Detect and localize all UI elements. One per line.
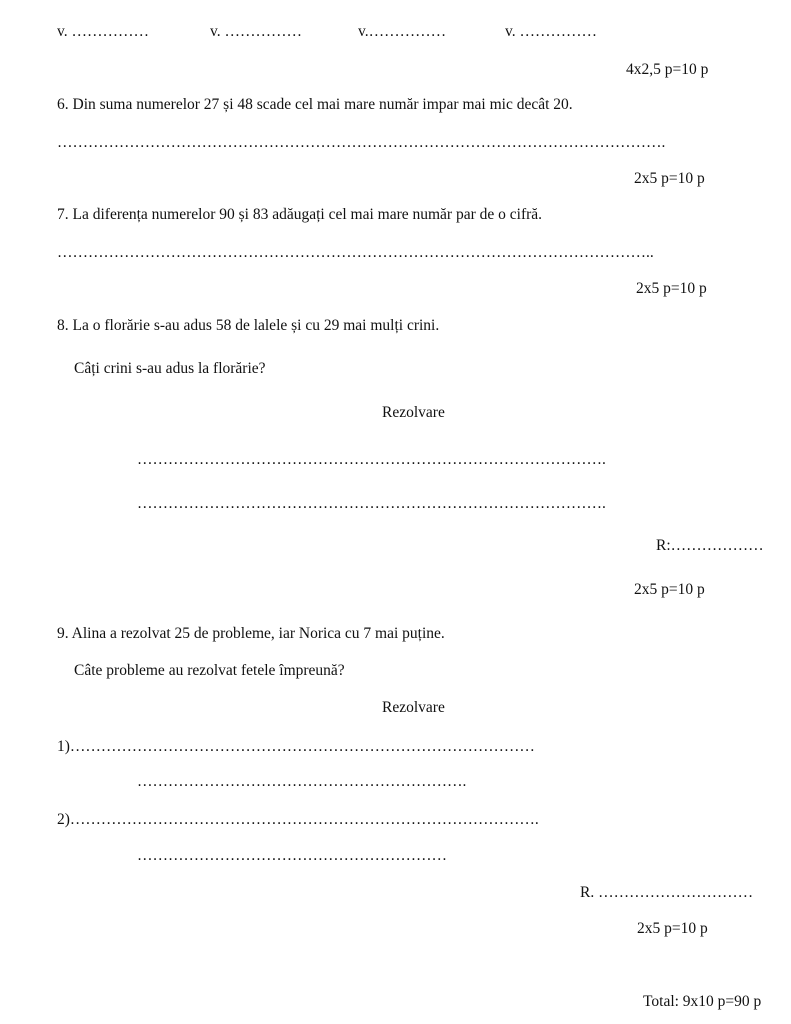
blank-v-1[interactable]: v. …………… (57, 23, 149, 40)
problem-8-answer[interactable]: R:……………… (656, 537, 764, 554)
problem-8-text: 8. La o florărie s-au adus 58 de lalele și cu 29 mai mulți crini. (57, 317, 440, 334)
total-score: Total: 9x10 p=90 p (643, 993, 762, 1010)
problem-9-question: Câte probleme au rezolvat fetele împreună? (74, 662, 345, 679)
score-top: 4x2,5 p=10 p (626, 61, 709, 78)
problem-9-solution-heading: Rezolvare (382, 699, 445, 716)
problem-9-step-2-continuation[interactable]: …………………………………………………… (137, 847, 447, 864)
blank-v-4[interactable]: v. …………… (505, 23, 597, 40)
problem-8-question: Câți crini s-au adus la florărie? (74, 360, 266, 377)
problem-6-score: 2x5 p=10 p (634, 170, 705, 187)
problem-8-solution-line-2[interactable]: ………………………………………………………………………………. (137, 495, 606, 512)
problem-9-score: 2x5 p=10 p (637, 920, 708, 937)
problem-7-score: 2x5 p=10 p (636, 280, 707, 297)
problem-6-answer-line[interactable]: ………………………………………………………………………………………………………. (57, 134, 666, 151)
problem-9-step-2[interactable]: 2)………………………………………………………………………………. (57, 811, 539, 828)
problem-9-answer[interactable]: R. ………………………… (580, 884, 754, 901)
problem-8-score: 2x5 p=10 p (634, 581, 705, 598)
problem-7-text: 7. La diferența numerelor 90 și 83 adăugați cel mai mare număr par de o cifră. (57, 206, 543, 223)
blank-v-2[interactable]: v. …………… (210, 23, 302, 40)
problem-7-answer-line[interactable]: …………………………………………………………………………………………………….. (57, 244, 654, 261)
problem-9-text: 9. Alina a rezolvat 25 de probleme, iar Norica cu 7 mai puține. (57, 625, 445, 642)
blank-v-3[interactable]: v.…………… (358, 23, 447, 40)
problem-8-solution-heading: Rezolvare (382, 404, 445, 421)
problem-9-step-1-continuation[interactable]: ………………………………………………………. (137, 773, 467, 790)
problem-6-text: 6. Din suma numerelor 27 și 48 scade cel mai mare număr impar mai mic decât 20. (57, 96, 573, 113)
problem-9-step-1[interactable]: 1)……………………………………………………………………………… (57, 738, 535, 755)
problem-8-solution-line-1[interactable]: ………………………………………………………………………………. (137, 451, 606, 468)
